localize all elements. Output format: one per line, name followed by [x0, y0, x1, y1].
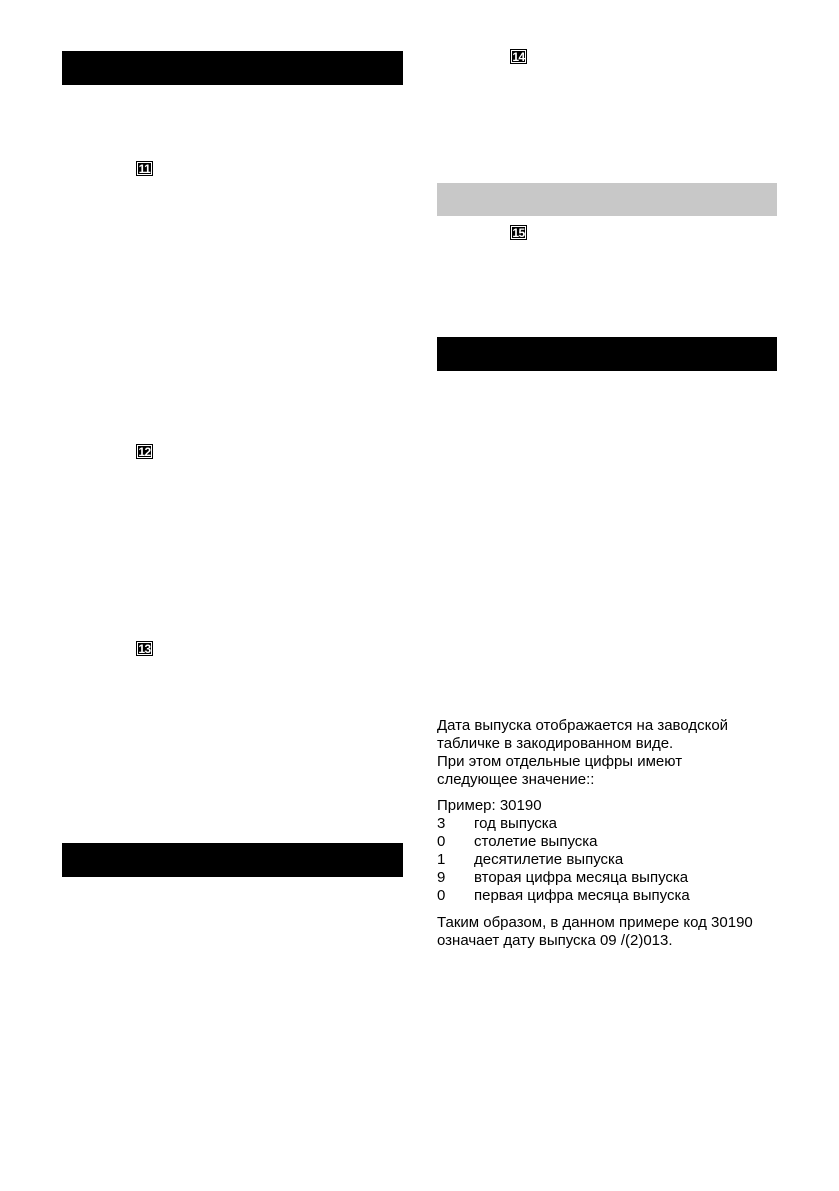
- manufacture-date-intro: [437, 717, 782, 789]
- subsection-header-bar-right: [437, 183, 777, 216]
- figure-ref-13-icon: 13: [136, 641, 153, 656]
- figure-ref-11-icon: 11: [136, 161, 153, 176]
- section-header-bar-top-left: [62, 51, 403, 85]
- legend-row: [437, 851, 782, 869]
- figure-ref-12-icon: 12: [136, 444, 153, 459]
- conclusion-line: означает дату выпуска 09 /(2)013.: [437, 932, 673, 949]
- conclusion-line: Таким образом, в данном примере код 30190: [437, 914, 753, 931]
- legend-meaning: столетие выпуска: [474, 833, 598, 850]
- legend-digit: 3: [437, 815, 446, 832]
- intro-line: Дата выпуска отображается на заводской: [437, 717, 729, 734]
- legend-row: [437, 815, 782, 833]
- example-line: Пример: 30190: [437, 797, 542, 814]
- legend-digit: 1: [437, 851, 446, 868]
- legend-meaning: первая цифра месяца выпуска: [474, 887, 690, 904]
- intro-line: следующее значение::: [437, 771, 595, 788]
- legend-meaning: десятилетие выпуска: [474, 851, 624, 868]
- intro-line: табличке в закодированном виде.: [437, 735, 674, 752]
- legend-row: [437, 869, 782, 887]
- date-code-example: [437, 797, 782, 905]
- legend-digit: 0: [437, 887, 446, 904]
- legend-digit: 9: [437, 869, 446, 886]
- legend-meaning: год выпуска: [474, 815, 558, 832]
- legend-row: [437, 887, 782, 905]
- legend-digit: 0: [437, 833, 446, 850]
- figure-ref-14-icon: 14: [510, 49, 527, 64]
- figure-ref-15-icon: 15: [510, 225, 527, 240]
- section-header-bar-right: [437, 337, 777, 371]
- section-header-bar-bottom-left: [62, 843, 403, 877]
- legend-meaning: вторая цифра месяца выпуска: [474, 869, 689, 886]
- date-code-conclusion: [437, 914, 782, 950]
- intro-line: При этом отдельные цифры имеют: [437, 753, 683, 770]
- legend-row: [437, 833, 782, 851]
